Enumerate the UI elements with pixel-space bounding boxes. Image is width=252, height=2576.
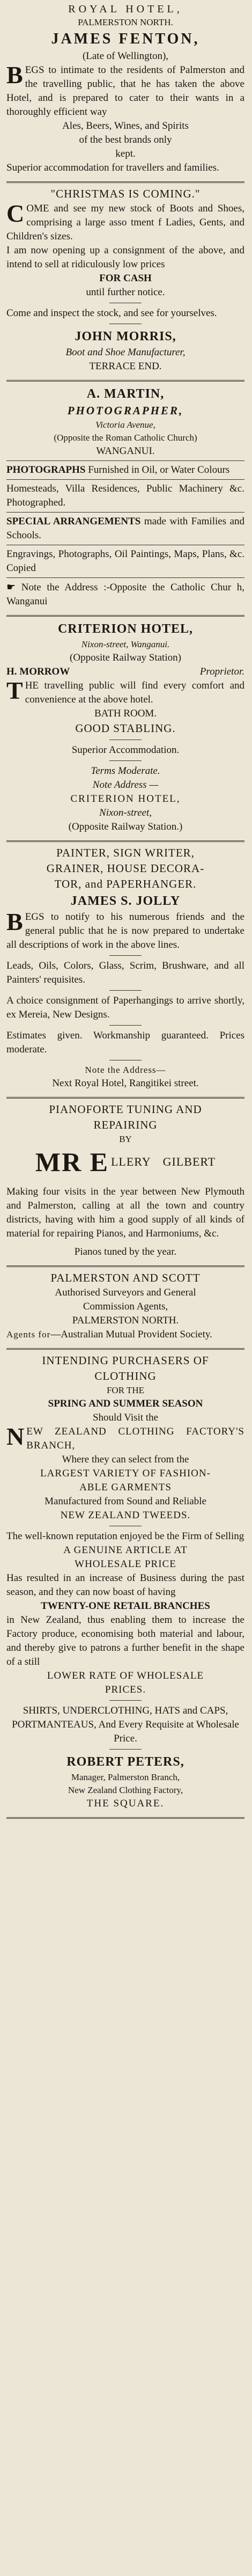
clothing-factory-ad: [6, 1350, 244, 1817]
criterion-title: CRITERION HOTEL,: [57, 622, 194, 636]
martin-p1-lead: PHOTOGRAPHS: [6, 464, 86, 475]
peters-l9: ABLE GARMENTS: [79, 1482, 172, 1493]
peters-sign-role: Manager, Palmerston Branch,: [71, 1772, 180, 1782]
hotel-proprietor: JAMES FENTON,: [51, 31, 200, 47]
morris-ad: [6, 183, 244, 380]
peters-dropcap: N: [6, 1423, 25, 1450]
criterion-addr1: CRITERION HOTEL,: [70, 793, 181, 804]
peters-l17: in New Zealand, thus enabling them to increase the Factory produce, economising both material and labour, and thereby give to patrons a further benefit in the shape of a still: [6, 1614, 244, 1667]
morris-for-cash: FOR CASH: [99, 273, 152, 284]
morris-inspect: Come and inspect the stock, and see for yourselves.: [6, 308, 217, 319]
gilbert-body: Making four visits in the year between New Plymouth and Palmerston, calling at all the town and country districts, having with him a good supply of all kinds of material for repairing Pianos, and Harmoniums, &c.: [6, 1186, 244, 1239]
criterion-opposite: (Opposite Railway Station): [70, 652, 181, 663]
morris-dropcap: C: [6, 200, 25, 227]
martin-p3-lead: SPECIAL ARRANGEMENTS: [6, 516, 141, 527]
peters-sign-addr: THE SQUARE.: [86, 1798, 165, 1809]
martin-p3: [6, 515, 244, 543]
scott-agents-rest: —Australian Mutual Provident Society.: [50, 1329, 212, 1340]
morris-body: [6, 202, 244, 244]
jolly-body: [6, 910, 244, 952]
criterion-inner-rule: [109, 760, 142, 761]
gilbert-by: BY: [119, 1134, 132, 1144]
criterion-proprietor-role: Proprietor.: [199, 666, 244, 677]
scott-agents-lead: Agents for: [6, 1329, 51, 1340]
criterion-proprietor-name: H. MORROW: [6, 666, 70, 677]
peters-l10: Manufactured from Sound and Reliable: [45, 1496, 206, 1507]
peters-sign-firm: New Zealand Clothing Factory,: [68, 1785, 183, 1795]
peters-l8: LARGEST VARIETY OF FASHION-: [40, 1468, 211, 1479]
criterion-addr2: Nixon-street,: [99, 807, 152, 818]
martin-inner-rule: [6, 577, 244, 578]
divider: [6, 1817, 244, 1819]
peters-sign-name: ROBERT PETERS,: [66, 1755, 184, 1769]
martin-p1: [6, 463, 244, 477]
jolly-inner-rule: [109, 990, 142, 991]
gilbert-name-last: GILBERT: [162, 1155, 216, 1168]
criterion-street: Nixon-street, Wanganui.: [81, 639, 170, 649]
criterion-note: Note Address —: [92, 779, 159, 791]
peters-l2: CLOTHING: [94, 1370, 157, 1382]
hotel-drinks-2: of the best brands only: [79, 134, 172, 145]
gilbert-headline-2: REPAIRING: [93, 1118, 158, 1131]
martin-p5: [6, 580, 244, 609]
criterion-superior: Superior Accommodation.: [71, 744, 180, 756]
hotel-title: ROYAL HOTEL,: [68, 3, 183, 15]
criterion-terms: Terms Moderate.: [91, 765, 160, 777]
peters-inner-rule: [109, 1700, 142, 1701]
hotel-drinks-3: kept.: [115, 148, 136, 159]
martin-p1-rest: Furnished in Oil, or Water Colours: [88, 464, 230, 475]
pointing-hand-icon: ☛: [6, 581, 16, 593]
criterion-bath: BATH ROOM.: [94, 708, 157, 719]
peters-l3: FOR THE: [106, 1385, 145, 1395]
jolly-inner-rule: [109, 1025, 142, 1026]
martin-inner-rule: [6, 512, 244, 513]
gilbert-name-initials: MR E: [35, 1147, 109, 1177]
peters-l11: NEW ZEALAND TWEEDS.: [60, 1510, 191, 1521]
jolly-body-text: EGS to notify to his numerous friends and the general public that he is now prepared to undertake all descriptions of work in the above lines.: [6, 911, 244, 950]
peters-l12: The well-known reputation enjoyed be the Firm of Selling: [6, 1531, 244, 1542]
peters-l6: EW ZEALAND CLOTHING FACTORY'S BRANCH,: [26, 1426, 244, 1451]
gilbert-ad: [6, 1099, 244, 1265]
peters-l1: INTENDING PURCHASERS OF: [42, 1354, 209, 1367]
peters-l16: TWENTY-ONE RETAIL BRANCHES: [41, 1600, 210, 1612]
gilbert-headline-1: PIANOFORTE TUNING AND: [49, 1103, 202, 1116]
morris-until: until further notice.: [86, 287, 165, 298]
peters-l6-row: [6, 1425, 244, 1453]
jolly-dropcap: B: [6, 908, 23, 935]
spacer: [6, 1241, 244, 1245]
martin-opposite: (Opposite the Roman Catholic Church): [54, 433, 197, 443]
jolly-p2: Leads, Oils, Colors, Glass, Scrim, Brushware, and all Painters' requisites.: [6, 960, 244, 985]
peters-l4: SPRING AND SUMMER SEASON: [48, 1398, 203, 1409]
jolly-inner-rule: [109, 955, 142, 956]
morris-body-text: OME and see my new stock of Boots and Shoes, comprising a large asso tment f Ladies, Gents, and Children's sizes.: [6, 203, 244, 242]
criterion-body-text: HE travelling public will find every comfort and convenience at the above hotel.: [25, 680, 244, 705]
criterion-proprietor-row: [6, 665, 244, 679]
martin-street: Victoria Avenue,: [95, 420, 155, 430]
hotel-body: [6, 63, 244, 119]
martin-p3-rest: made with Families and Schools.: [6, 516, 244, 541]
scott-ad: [6, 1267, 244, 1348]
criterion-body: [6, 679, 244, 707]
criterion-stabling: GOOD STABLING.: [75, 722, 176, 735]
martin-p2: Homesteads, Villa Residences, Public Machinery &c. Photographed.: [6, 483, 244, 508]
jolly-p4: Estimates given. Workmanship guaranteed. Prices moderate.: [6, 1030, 244, 1055]
scott-agents: [6, 1328, 244, 1342]
gilbert-name-first: LLERY: [110, 1155, 151, 1168]
martin-inner-rule: [6, 479, 244, 480]
jolly-trades-2: GRAINER, HOUSE DECORA-: [46, 862, 205, 875]
peters-l5: Should Visit the: [92, 1412, 159, 1423]
martin-inner-rule: [6, 460, 244, 461]
jolly-trades-3: TOR, and PAPERHANGER.: [54, 877, 197, 890]
peters-l15: Has resulted in an increase of Business during the past season, and they can now boast of having: [6, 1572, 244, 1598]
morris-address: TERRACE END.: [89, 361, 162, 372]
martin-p4: Engravings, Photographs, Oil Paintings, Maps, Plans, &c. Copied: [6, 548, 244, 574]
martin-name: A. MARTIN,: [86, 387, 165, 401]
scott-body-1: Authorised Surveyors and General: [55, 1287, 196, 1298]
peters-l20: SHIRTS, UNDERCLOTHING, HATS and CAPS, PORTMANTEAUS, And Every Requisite at Wholesale Price.: [12, 1705, 239, 1744]
peters-l13: A GENUINE ARTICLE AT: [63, 1545, 188, 1556]
peters-l14: WHOLESALE PRICE: [75, 1558, 176, 1570]
criterion-dropcap: T: [6, 677, 23, 704]
morris-name: JOHN MORRIS,: [75, 330, 176, 343]
jolly-note: Note the Address—: [85, 1065, 166, 1075]
martin-ad: [6, 382, 244, 615]
jolly-name: JAMES S. JOLLY: [70, 894, 181, 908]
martin-trade: PHOTOGRAPHER,: [67, 404, 184, 417]
morris-body2: I am now opening up a consignment of the above, and intend to sell at ridiculously low prices: [6, 245, 244, 270]
martin-town: WANGANUI.: [96, 445, 155, 457]
jolly-p3: A choice consignment of Paperhangings to arrive shortly, ex Mereia, New Designs.: [6, 995, 244, 1020]
scott-name: PALMERSTON AND SCOTT: [50, 1271, 201, 1284]
hotel-location: PALMERSTON NORTH.: [78, 17, 173, 27]
martin-p5-text: Note the Address :-Opposite the Catholic Chur h, Wanganui: [6, 582, 245, 607]
peters-l7: Where they can select from the: [62, 1454, 189, 1465]
morris-headline: "CHRISTMAS IS COMING.": [50, 187, 201, 200]
scott-body-3: PALMERSTON NORTH.: [72, 1315, 179, 1326]
hotel-dropcap: B: [6, 61, 23, 89]
scott-body-2: Commission Agents,: [83, 1301, 168, 1312]
gilbert-tuned: Pianos tuned by the year.: [74, 1246, 177, 1257]
criterion-addr3: (Opposite Railway Station.): [68, 821, 183, 832]
morris-trade: Boot and Shoe Manufacturer,: [65, 347, 186, 358]
hotel-accommodation: Superior accommodation for travellers and families.: [6, 162, 219, 173]
hotel-body-text: EGS to intimate to the residents of Palmerston and the travelling public, that he has taken the above Hotel, and is prepared to cater to their wants in a thoroughly efficient way: [6, 64, 244, 118]
jolly-address: Next Royal Hotel, Rangitikei street.: [52, 1078, 199, 1089]
peters-inner-rule: [109, 1749, 142, 1750]
hotel-drinks-1: Ales, Beers, Wines, and Spirits: [62, 120, 189, 131]
criterion-ad: [6, 617, 244, 840]
gilbert-name-row: [6, 1146, 244, 1185]
jolly-ad: [6, 842, 244, 1097]
jolly-trades-1: PAINTER, SIGN WRITER,: [56, 846, 195, 859]
peters-l19: PRICES.: [105, 1684, 146, 1695]
peters-l18: LOWER RATE OF WHOLESALE: [47, 1670, 204, 1681]
royal-hotel-ad: [6, 0, 244, 181]
hotel-former: (Late of Wellington),: [82, 50, 169, 62]
